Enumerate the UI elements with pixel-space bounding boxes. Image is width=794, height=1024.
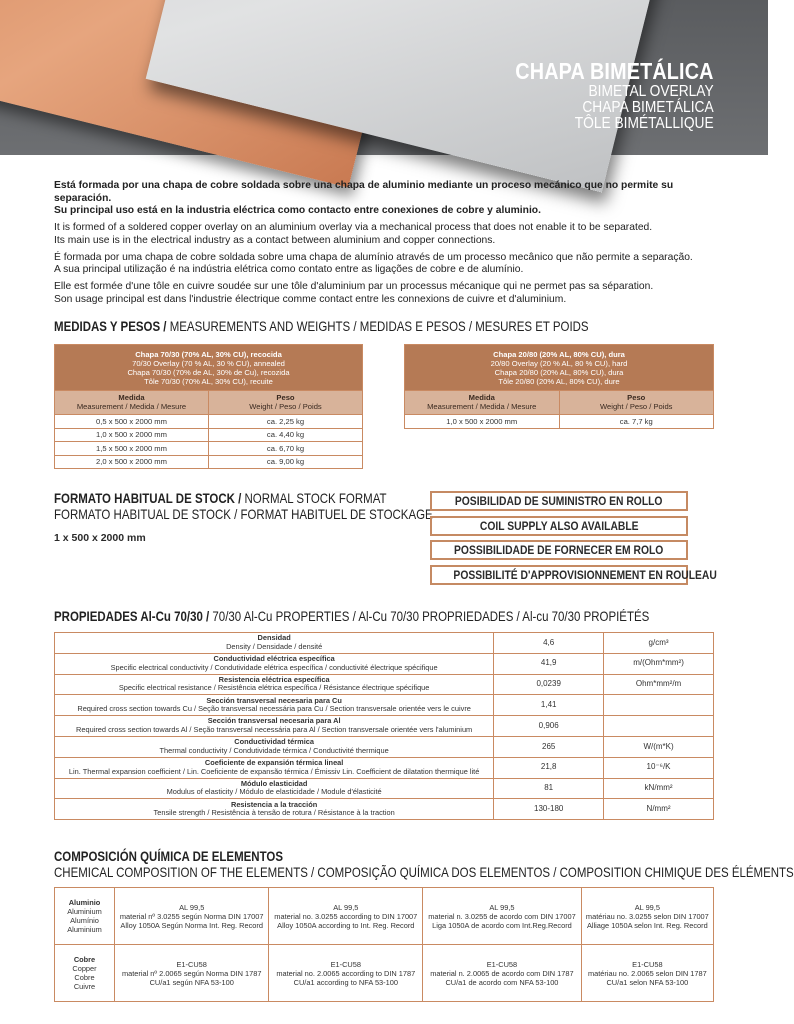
measures-heading-bold: MEDIDAS Y PESOS /: [54, 318, 167, 334]
composition-cell: [269, 945, 423, 1002]
intro-fr-line-1: Elle est formée d'une tôle en cuivre soudée sur une tôle d'aluminium par un processus mécanique qui ne permet pas sa séparation.: [54, 280, 654, 292]
property-value: 1,41: [494, 695, 604, 716]
element-name-fr: Aluminium: [67, 925, 102, 934]
intro-pt: [54, 252, 714, 277]
page-subtitle-fr: TÔLE BIMÉTALLIQUE: [575, 115, 714, 132]
composition-heading-line2: CHEMICAL COMPOSITION OF THE ELEMENTS / COMPOSIÇÃO QUÍMICA DOS ELEMENTOS / COMPOSITION CHIMIQUE DES ÉLÉMENTS: [54, 864, 794, 880]
composition-cell: [115, 888, 269, 945]
properties-table: [54, 632, 714, 820]
property-value: 0,0239: [494, 674, 604, 695]
table-row: [55, 415, 363, 429]
table-row: [55, 736, 714, 757]
property-desc: [55, 653, 494, 674]
properties-heading: [54, 608, 649, 624]
table-title-pt: Chapa 20/80 (20% AL, 80% CU), dura: [494, 367, 624, 377]
header-titles: [483, 58, 714, 132]
property-value: 265: [494, 736, 604, 757]
col-weight-title: Peso: [276, 393, 295, 402]
material-number: material nº 2.0065 según Norma DIN 1787: [121, 968, 262, 978]
col-weight-sub: Weight / Peso / Poids: [249, 401, 322, 411]
element-name-pt: Cobre: [74, 973, 95, 982]
column-headers: [405, 391, 714, 415]
stock-heading: [54, 490, 387, 506]
table-row: [55, 716, 714, 737]
property-name: Sección transversal necesaria para Cu: [206, 695, 342, 705]
property-unit: [604, 695, 714, 716]
element-name: Aluminio: [68, 898, 101, 907]
intro-pt-line-2: A sua principal utilização é na indústria elétrica como contato entre as ligações de cobre e de alumínio.: [54, 264, 524, 276]
composition-cell: [269, 888, 423, 945]
composition-cell: [423, 945, 582, 1002]
page-title: CHAPA BIMETÁLICA: [515, 58, 714, 84]
measure-cell: 1,0 x 500 x 2000 mm: [405, 415, 560, 429]
element-name-en: Copper: [72, 964, 97, 973]
weight-cell: ca. 4,40 kg: [209, 428, 363, 442]
property-translations: Modulus of elasticity / Módulo de elasticidade / Module d'élasticité: [166, 787, 382, 797]
table-row: [55, 888, 714, 945]
alloy-reference: Alloy 1050A Según Norma Int. Reg. Record: [120, 920, 263, 930]
table-title: [55, 345, 363, 391]
table-row: [55, 695, 714, 716]
table-header: [55, 345, 363, 391]
weights-table-70-30: [54, 344, 363, 469]
alloy-reference: Alliage 1050A selon Int. Reg. Record: [586, 920, 708, 930]
alloy-reference: CU/a1 selon NFA 53-100: [606, 977, 689, 987]
property-unit: g/cm³: [604, 633, 714, 654]
stock-heading-bold: FORMATO HABITUAL DE STOCK /: [54, 490, 242, 506]
material-number: material n. 2.0065 de acordo com DIN 1787: [430, 968, 574, 978]
alloy-code: E1-CU58: [632, 959, 663, 969]
measure-cell: 1,0 x 500 x 2000 mm: [55, 428, 209, 442]
coil-supply-en-label: COIL SUPPLY ALSO AVAILABLE: [479, 518, 639, 533]
property-name: Conductividad térmica: [234, 737, 314, 747]
col-measure-title: Medida: [468, 393, 495, 402]
page-subtitle-en: BIMETAL OVERLAY: [588, 83, 714, 100]
property-value: 21,8: [494, 757, 604, 778]
coil-supply-pt: [430, 540, 688, 560]
composition-cell: [423, 888, 582, 945]
coil-supply-pt-label: POSSIBILIDADE DE FORNECER EM ROLO: [454, 543, 664, 557]
property-translations: Required cross section towards Cu / Seção transversal necessária para Cu / Section transversale orientée vers le cuivre: [77, 704, 471, 714]
property-unit: Ohm*mm²/m: [604, 674, 714, 695]
measure-cell: 0,5 x 500 x 2000 mm: [55, 415, 209, 429]
stock-heading-line2: FORMATO HABITUAL DE STOCK / FORMAT HABITUEL DE STOCKAGE: [54, 506, 433, 522]
intro-es-line-1: Está formada por una chapa de cobre soldada sobre una chapa de aluminio mediante un proceso mecánico que no permite su separación.: [54, 180, 674, 204]
property-unit: m/(Ohm*mm²): [604, 653, 714, 674]
intro-en-line-1: It is formed of a soldered copper overlay on an aluminium overlay via a mechanical process that does not enable it to be separated.: [54, 222, 653, 234]
measure-cell: 1,5 x 500 x 2000 mm: [55, 442, 209, 456]
stock-dimension: 1 x 500 x 2000 mm: [54, 532, 146, 544]
col-measure-sub: Measurement / Medida / Mesure: [76, 401, 187, 411]
property-desc: [55, 799, 494, 820]
property-name: Conductividad eléctrica específica: [213, 654, 335, 664]
alloy-code: AL 99,5: [489, 902, 515, 912]
property-desc: [55, 716, 494, 737]
property-value: 0,906: [494, 716, 604, 737]
material-number: material no. 2.0065 according to DIN 1787: [276, 968, 416, 978]
property-name: Densidad: [257, 633, 291, 643]
property-name: Resistencia a la tracción: [230, 799, 318, 809]
table-title-fr: Tôle 70/30 (70% AL, 30% CU), recuite: [144, 376, 273, 386]
alloy-reference: CU/a1 de acordo com NFA 53-100: [445, 977, 559, 987]
element-name-en: Aluminium: [67, 907, 102, 916]
property-name: Coeficiente de expansión térmica lineal: [204, 758, 344, 768]
coil-supply-en: [430, 516, 688, 536]
element-name-copper: [55, 945, 115, 1002]
table-row: [55, 674, 714, 695]
table-row: [55, 945, 714, 1002]
material-number: matériau no. 3.0255 selon DIN 17007: [585, 911, 709, 921]
intro-text: [54, 180, 714, 310]
measures-heading-rest: MEASUREMENTS AND WEIGHTS / MEDIDAS E PESOS / MESURES ET POIDS: [166, 318, 589, 334]
weights-table-20-80: [404, 344, 714, 429]
stock-heading-rest: NORMAL STOCK FORMAT: [241, 490, 387, 506]
coil-supply-boxes: [430, 491, 717, 589]
alloy-code: E1-CU58: [486, 959, 518, 969]
property-unit: N/mm²: [604, 799, 714, 820]
property-desc: [55, 736, 494, 757]
table-row: [405, 415, 714, 429]
intro-en-line-2: Its main use is in the electrical industry as a contact between aluminium and copper connections.: [54, 234, 496, 246]
property-unit: [604, 716, 714, 737]
alloy-code: E1-CU58: [330, 959, 361, 969]
composition-cell: [115, 945, 269, 1002]
table-title-pt: Chapa 70/30 (70% de AL, 30% de Cu), recozida: [127, 367, 290, 377]
table-header: [405, 345, 714, 391]
col-measure-title: Medida: [118, 393, 145, 402]
table-row: [55, 442, 363, 456]
element-name-fr: Cuivre: [73, 982, 96, 991]
header-banner: [0, 0, 768, 155]
intro-en: [54, 222, 714, 247]
alloy-reference: Liga 1050A de acordo com Int.Reg.Record: [432, 920, 572, 930]
alloy-code: AL 99,5: [634, 902, 660, 912]
property-name: Módulo elasticidad: [240, 778, 308, 788]
property-desc: [55, 778, 494, 799]
property-translations: Specific electrical resistance / Resistência elétrica específica / Résistance électrique spécifique: [118, 683, 430, 693]
property-value: 41,9: [494, 653, 604, 674]
property-unit: W/(m*K): [604, 736, 714, 757]
weight-cell: ca. 2,25 kg: [209, 415, 363, 429]
table-title-es: Chapa 70/30 (70% AL, 30% CU), recocida: [135, 349, 282, 359]
coil-supply-fr: [430, 565, 717, 585]
material-number: material n. 3.0255 de acordo com DIN 17007: [428, 911, 576, 921]
alloy-code: AL 99,5: [333, 902, 359, 912]
table-row: [55, 778, 714, 799]
composition-table: [54, 887, 714, 1002]
table-title: [405, 345, 714, 391]
col-weight: [559, 391, 714, 415]
property-translations: Required cross section towards Al / Seção transversal necessária para Al / Section transversale orientée vers l'aluminium: [76, 725, 473, 735]
table-row: [55, 633, 714, 654]
property-unit: kN/mm²: [604, 778, 714, 799]
weight-cell: ca. 9,00 kg: [209, 455, 363, 469]
properties-heading-bold: PROPIEDADES Al-Cu 70/30 /: [54, 608, 210, 624]
table-row: [55, 428, 363, 442]
alloy-code: AL 99,5: [179, 902, 205, 912]
intro-es: [54, 180, 714, 218]
col-measure: [55, 391, 209, 415]
property-desc: [55, 633, 494, 654]
coil-supply-es: [430, 491, 688, 511]
column-headers: [55, 391, 363, 415]
table-title-es: Chapa 20/80 (20% AL, 80% CU), dura: [493, 349, 625, 359]
property-value: 81: [494, 778, 604, 799]
intro-es-line-2: Su principal uso está en la industria eléctrica como contacto entre conexiones de cobre y aluminio.: [54, 205, 541, 217]
property-unit: 10⁻⁶/K: [604, 757, 714, 778]
property-desc: [55, 695, 494, 716]
page-subtitle-pt: CHAPA BIMETÁLICA: [582, 99, 714, 116]
element-name-aluminium: [55, 888, 115, 945]
element-name-pt: Alumínio: [70, 916, 99, 925]
property-translations: Thermal conductivity / Condutividade térmica / Conductivité thermique: [159, 745, 389, 755]
intro-fr: [54, 281, 714, 306]
intro-fr-line-2: Son usage principal est dans l'industrie électrique comme contact entre les connexions de cuivre et d'aluminium.: [54, 293, 567, 305]
property-desc: [55, 757, 494, 778]
col-weight: [209, 391, 363, 415]
property-translations: Lin. Thermal expansion coefficient / Lin. Coeficiente de expansão térmica / Émissiv Lin. Coefficient de dilatation thermique lité: [68, 766, 480, 776]
property-value: 130-180: [494, 799, 604, 820]
composition-heading-bold: COMPOSICIÓN QUÍMICA DE ELEMENTOS: [54, 848, 283, 864]
material-number: material no. 3.0255 according to DIN 17007: [274, 911, 418, 921]
property-name: Resistencia eléctrica específica: [218, 674, 330, 684]
alloy-reference: CU/a1 according to NFA 53-100: [293, 977, 398, 987]
coil-supply-fr-label: POSSIBILITÉ D'APPROVISIONNEMENT EN ROULEAU: [453, 567, 717, 582]
col-weight-sub: Weight / Peso / Poids: [600, 401, 673, 411]
property-value: 4,6: [494, 633, 604, 654]
properties-heading-rest: 70/30 Al-Cu PROPERTIES / Al-Cu 70/30 PROPRIEDADES / Al-cu 70/30 PROPIÉTÉS: [209, 608, 650, 624]
composition-cell: [581, 945, 713, 1002]
measure-cell: 2,0 x 500 x 2000 mm: [55, 455, 209, 469]
measures-heading: [54, 318, 589, 334]
table-row: [55, 455, 363, 469]
table-row: [55, 653, 714, 674]
property-desc: [55, 674, 494, 695]
table-title-fr: Tôle 20/80 (20% AL, 80% CU), dure: [498, 376, 620, 386]
coil-supply-es-label: POSIBILIDAD DE SUMINISTRO EN ROLLO: [455, 494, 663, 508]
table-title-en: 70/30 Overlay (70 % AL, 30 % CU), annealed: [132, 358, 285, 368]
alloy-reference: Alloy 1050A according to Int. Reg. Record: [277, 920, 415, 930]
property-translations: Tensile strength / Resistência à tensão de rotura / Résistance à la traction: [153, 808, 395, 818]
composition-cell: [581, 888, 713, 945]
material-number: matériau no. 2.0065 selon DIN 1787: [587, 968, 707, 978]
weight-cell: ca. 6,70 kg: [209, 442, 363, 456]
intro-pt-line-1: É formada por uma chapa de cobre soldada sobre uma chapa de alumínio através de um processo mecânico que não permite a separação.: [54, 251, 693, 263]
material-number: material nº 3.0255 según Norma DIN 17007: [119, 911, 264, 921]
table-row: [55, 757, 714, 778]
alloy-code: E1-CU58: [176, 959, 207, 969]
alloy-reference: CU/a1 según NFA 53-100: [149, 977, 234, 987]
table-title-en: 20/80 Overlay (20 % AL, 80 % CU), hard: [490, 358, 628, 368]
property-translations: Specific electrical conductivity / Condutividade elétrica específica / conductivité électrique spécifique: [110, 662, 438, 672]
property-translations: Density / Densidade / densité: [226, 641, 323, 651]
col-weight-title: Peso: [627, 393, 646, 402]
col-measure-sub: Measurement / Medida / Mesure: [427, 401, 537, 411]
element-name: Cobre: [73, 955, 96, 964]
property-name: Sección transversal necesaria para Al: [207, 716, 341, 726]
weight-cell: ca. 7,7 kg: [559, 415, 714, 429]
col-measure: [405, 391, 560, 415]
table-row: [55, 799, 714, 820]
composition-heading: [54, 848, 283, 864]
